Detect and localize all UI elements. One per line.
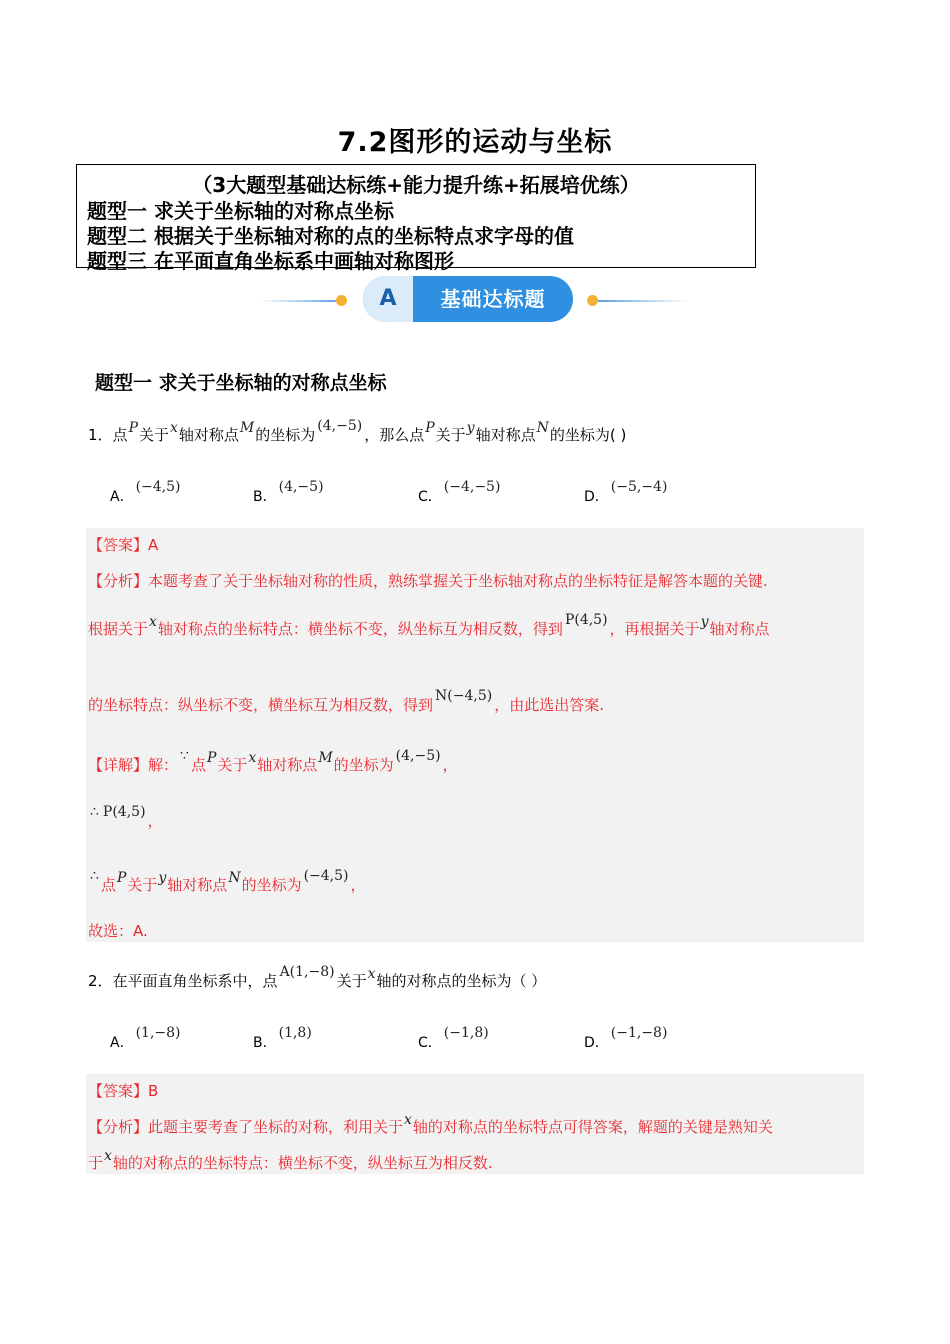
math-symbol: ∴ [90,868,99,884]
a-text: 点 [100,876,116,894]
subtitle: （3大题型基础达标练+能力提升练+拓展培优练） [192,173,640,197]
detail-line [88,748,458,775]
q-text: 关于 [336,972,367,990]
math-var: x [104,1148,112,1164]
option-b[interactable] [253,479,326,506]
math-coord: N(−4,5) [435,688,493,704]
a-text: 根据关于 [88,620,149,638]
question-types-box [76,164,756,273]
option-d[interactable] [584,1025,669,1052]
banner-line-left [260,300,340,302]
a-text: 的坐标为 [241,876,302,894]
math-var: P [206,750,217,766]
banner-letter: A [363,276,413,322]
a-text: ，由此选出答案. [494,696,604,714]
math-var: M [239,420,255,436]
analysis-line [88,1148,493,1173]
banner-dot-left [336,295,347,306]
option-label: D． [584,1035,609,1051]
a-text: 轴对称点 [709,620,770,638]
math-var: N [228,870,241,886]
analysis-line [88,1112,773,1137]
option-value: (1,8) [278,1025,312,1041]
math-var: P [128,420,138,436]
option-label: B． [253,1035,277,1051]
option-label: A． [110,489,134,505]
a-text: 于 [88,1154,104,1172]
option-value: (1,−8) [135,1025,181,1041]
a-text: ，再根据关于 [609,620,700,638]
a-text: 【详解】解： [88,756,179,774]
a-text: 轴对称点 [257,756,318,774]
q-text: 轴对称点 [475,426,536,444]
math-var: x [248,750,257,766]
math-coord: P(4,5) [564,612,608,628]
a-text: 的坐标为 [333,756,394,774]
question-number: 1． [88,426,113,444]
option-c[interactable] [418,479,502,506]
banner-line-right [598,300,688,302]
math-coord: (−4,5) [303,868,349,884]
a-text: 轴的对称点的坐标特点可得答案，解题的关键是熟知关 [412,1118,773,1136]
analysis-line [88,612,770,639]
math-symbol: ∵ [180,748,189,764]
a-text: 点 [190,756,206,774]
option-label: B． [253,489,277,505]
page-title: 7.2图形的运动与坐标 [337,127,613,158]
answer-block-1 [86,528,864,942]
banner-label: 基础达标题 [440,287,546,311]
math-var: x [149,614,157,630]
math-var: x [170,420,178,436]
option-value: (−1,8) [443,1025,489,1041]
math-var: y [466,420,475,436]
math-symbol: ∴ [90,804,99,820]
math-var: M [318,750,333,766]
q-text: 关于 [138,426,169,444]
math-var: x [404,1112,412,1128]
a-text: 轴对称点的坐标特点：横坐标不变，纵坐标互为相反数，得到 [157,620,563,638]
banner-pill [363,276,573,322]
a-text: 的坐标特点：纵坐标不变，横坐标互为相反数，得到 [88,696,434,714]
analysis-line [88,688,604,715]
question-number: 2． [88,972,113,990]
a-text: 轴对称点 [167,876,228,894]
analysis-line: 【分析】本题考查了关于坐标轴对称的性质，熟练掌握关于坐标轴对称点的坐标特征是解答本题的关键. [88,572,768,590]
option-b[interactable] [253,1025,314,1052]
q-text: 轴对称点 [178,426,239,444]
a-text: 关于 [217,756,248,774]
option-value: (−4,−5) [443,479,501,495]
option-a[interactable] [110,479,183,506]
option-value: (4,−5) [278,479,324,495]
a-text: 轴的对称点的坐标特点：横坐标不变，纵坐标互为相反数. [112,1154,493,1172]
answer: 【答案】B [88,1082,159,1100]
math-coord: (4,−5) [395,748,441,764]
math-var: y [158,870,167,886]
math-coord: A(1,−8) [279,964,335,980]
a-text: ， [442,756,458,774]
a-text: ， [350,876,366,894]
question-2 [88,964,547,991]
detail-line [88,868,366,895]
math-coord: (4,−5) [317,418,363,434]
q-text: 在平面直角坐标系中，点 [112,972,278,990]
a-text: ， [147,812,163,830]
option-label: C． [418,489,442,505]
option-label: D． [584,489,609,505]
math-var: P [116,870,127,886]
q-text: 点 [112,426,128,444]
option-label: C． [418,1035,442,1051]
section-title: 题型一 求关于坐标轴的对称点坐标 [95,372,387,394]
q-text: ，那么点 [364,426,425,444]
option-value: (−5,−4) [610,479,668,495]
option-label: A． [110,1035,134,1051]
math-var: x [367,966,376,982]
detail-line [88,804,163,831]
math-coord: P(4,5) [102,804,146,820]
section-banner [260,276,690,322]
q-text: 关于 [435,426,466,444]
option-a[interactable] [110,1025,183,1052]
q-text: 的坐标为( ) [549,426,627,444]
banner-dot-right [587,295,598,306]
option-value: (−1,−8) [610,1025,668,1041]
math-var: y [700,614,709,630]
answer: 【答案】A [88,536,159,554]
math-var: N [536,420,549,436]
type-item: 题型三 在平面直角坐标系中画轴对称图形 [87,249,454,273]
a-text: 关于 [127,876,158,894]
option-value: (−4,5) [135,479,181,495]
option-c[interactable] [418,1025,491,1052]
choose-line: 故选：A. [88,922,148,940]
answer-block-2 [86,1074,864,1174]
question-1 [88,418,627,445]
math-var: P [425,420,435,436]
option-d[interactable] [584,479,669,506]
a-text: 【分析】此题主要考查了坐标的对称，利用关于 [88,1118,404,1136]
q-text: 的坐标为 [255,426,316,444]
type-item: 题型一 求关于坐标轴的对称点坐标 [87,199,394,223]
type-item: 题型二 根据关于坐标轴对称的点的坐标特点求字母的值 [87,224,574,248]
q-text: 轴的对称点的坐标为（ ） [376,972,547,990]
